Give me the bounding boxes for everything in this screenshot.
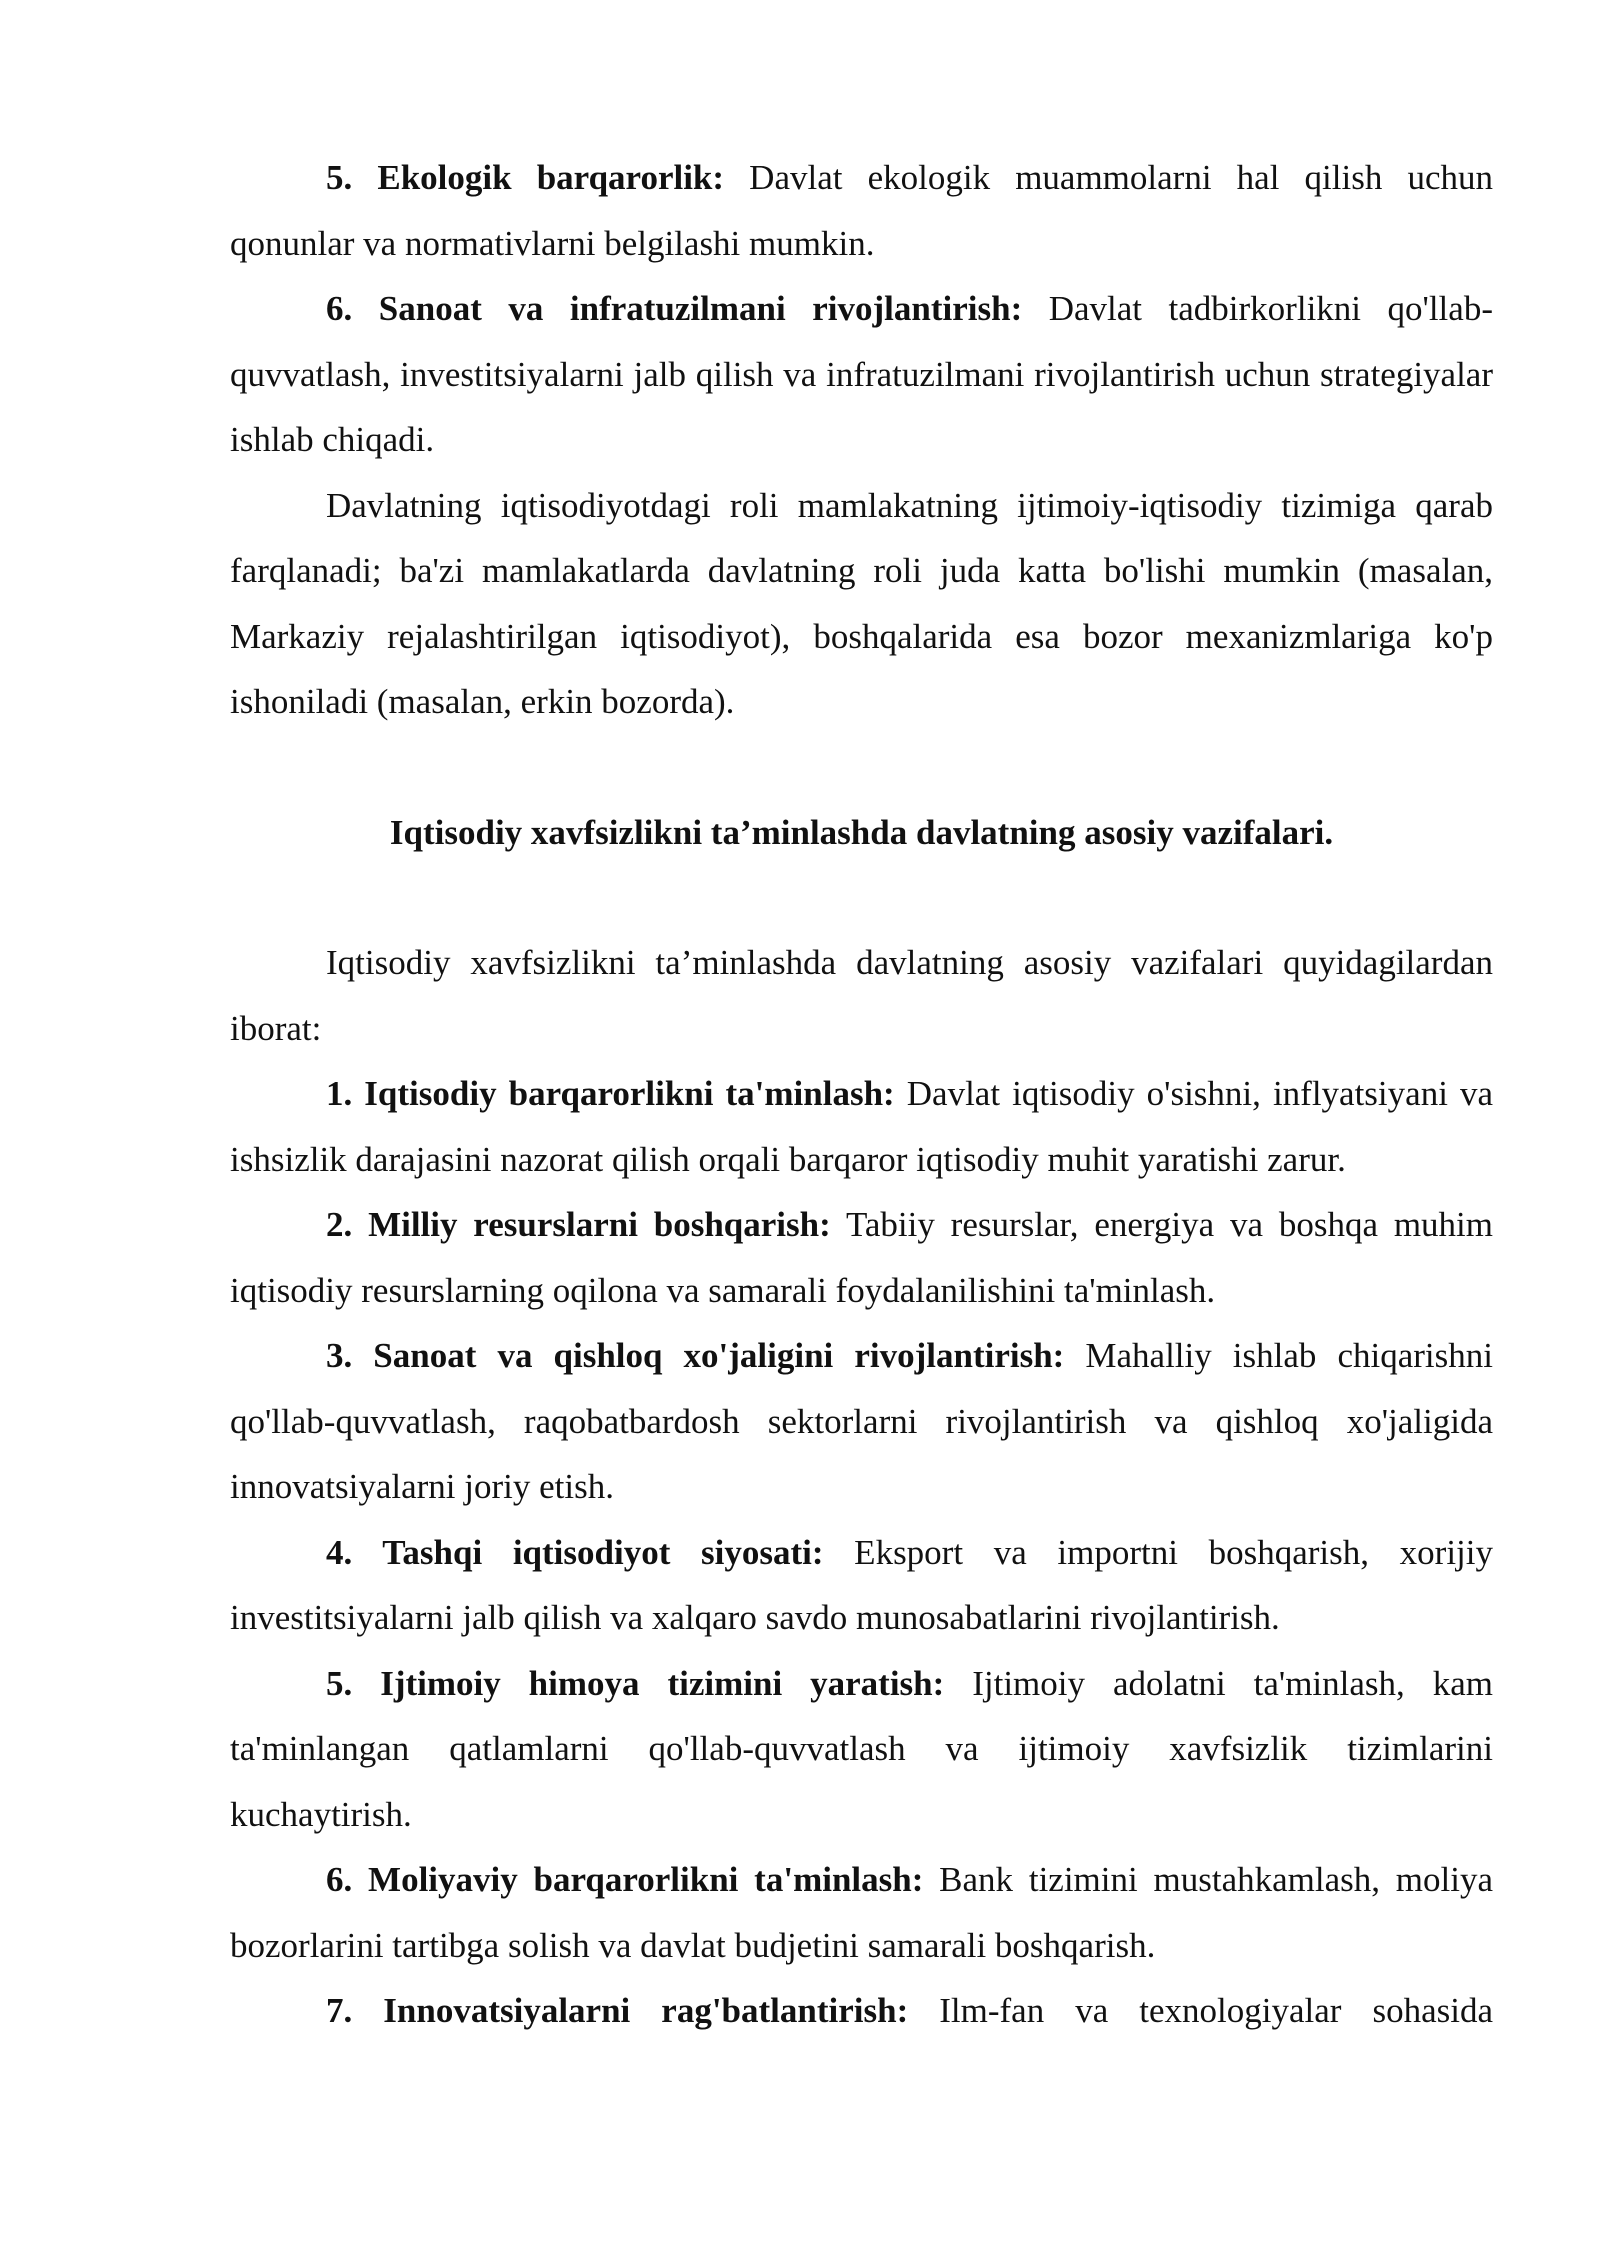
task-text: Davlat iqtisodiy o'sishni, inflyatsiyani va ishsizlik darajasini nazorat qilish orqali barqaror iqtisodiy muhit yaratishi zarur. — [230, 1074, 1493, 1179]
task-item-7 — [230, 1978, 1493, 2044]
task-text: Eksport va importni boshqarish, xorijiy investitsiyalarni jalb qilish va xalqaro savdo munosabatlarini rivojlantirish. — [230, 1532, 1494, 1637]
task-text: Mahalliy ishlab chiqarishni qo'llab-quvvatlash, raqobatbardosh sektorlarni rivojlantirish va qishloq xo'jaligida innovatsiyalarni joriy etish. — [230, 1336, 1493, 1506]
task-item-5 — [230, 1651, 1493, 1848]
document-page — [230, 145, 1493, 2044]
task-item-2 — [230, 1192, 1493, 1323]
item-lead: 5. Ekologik barqarorlik: — [326, 158, 725, 197]
task-lead: 4. Tashqi iqtisodiyot siyosati: — [326, 1532, 824, 1572]
list-item-industry-infrastructure — [230, 276, 1493, 473]
section-heading: Iqtisodiy xavfsizlikni ta’minlashda davlatning asosiy vazifalari. — [389, 812, 1334, 852]
task-item-6 — [230, 1847, 1493, 1978]
task-lead: 1. Iqtisodiy barqarorlikni ta'minlash: — [326, 1074, 895, 1113]
task-item-4 — [230, 1520, 1493, 1651]
item-text: Davlat ekologik muammolarni hal qilish uchun qonunlar va normativlarni belgilashi mumkin. — [230, 158, 1493, 263]
list-item-ecological-stability — [230, 145, 1493, 276]
task-text: Tabiiy resurslar, energiya va boshqa muhim iqtisodiy resurslarning oqilona va samarali foydalanilishini ta'minlash. — [230, 1205, 1493, 1310]
task-lead: 7. Innovatsiyalarni rag'batlantirish: — [326, 1991, 909, 2030]
item-text: Davlat tadbirkorlikni qo'llab-quvvatlash, investitsiyalarni jalb qilish va infratuzilmani rivojlantirish uchun strategiyalar ishlab chiqadi. — [230, 289, 1493, 459]
intro-paragraph: Iqtisodiy xavfsizlikni ta’minlashda davlatning asosiy vazifalari quyidagilardan iborat: — [230, 943, 1493, 1048]
task-item-3 — [230, 1323, 1493, 1520]
task-text: Bank tizimini mustahkamlash, moliya bozorlarini tartibga solish va davlat budjetini samarali boshqarish. — [230, 1860, 1493, 1965]
task-lead: 5. Ijtimoiy himoya tizimini yaratish: — [326, 1663, 945, 1703]
task-lead: 6. Moliyaviy barqarorlikni ta'minlash: — [326, 1860, 924, 1899]
task-item-1 — [230, 1061, 1493, 1192]
task-text: Ilm-fan va texnologiyalar sohasida — [908, 1991, 1493, 2030]
item-lead: 6. Sanoat va infratuzilmani rivojlantirish: — [326, 289, 1023, 328]
paragraph-state-role: Davlatning iqtisodiyotdagi roli mamlakatning ijtimoiy-iqtisodiy tizimiga qarab farqlanadi; ba'zi mamlakatlarda davlatning roli juda katta bo'lishi mumkin (masalan, Markaziy rejalashtirilgan iqtisodiyot), boshqalarida esa bozor mexanizmlariga ko'p ishoniladi (masalan, erkin bozorda). — [230, 485, 1493, 721]
task-lead: 3. Sanoat va qishloq xo'jaligini rivojlantirish: — [326, 1336, 1065, 1375]
task-lead: 2. Milliy resurslarni boshqarish: — [326, 1205, 831, 1244]
task-text: Ijtimoiy adolatni ta'minlash, kam ta'minlangan qatlamlarni qo'llab-quvvatlash va ijtimoiy xavfsizlik tizimlarini kuchaytirish. — [230, 1663, 1493, 1834]
